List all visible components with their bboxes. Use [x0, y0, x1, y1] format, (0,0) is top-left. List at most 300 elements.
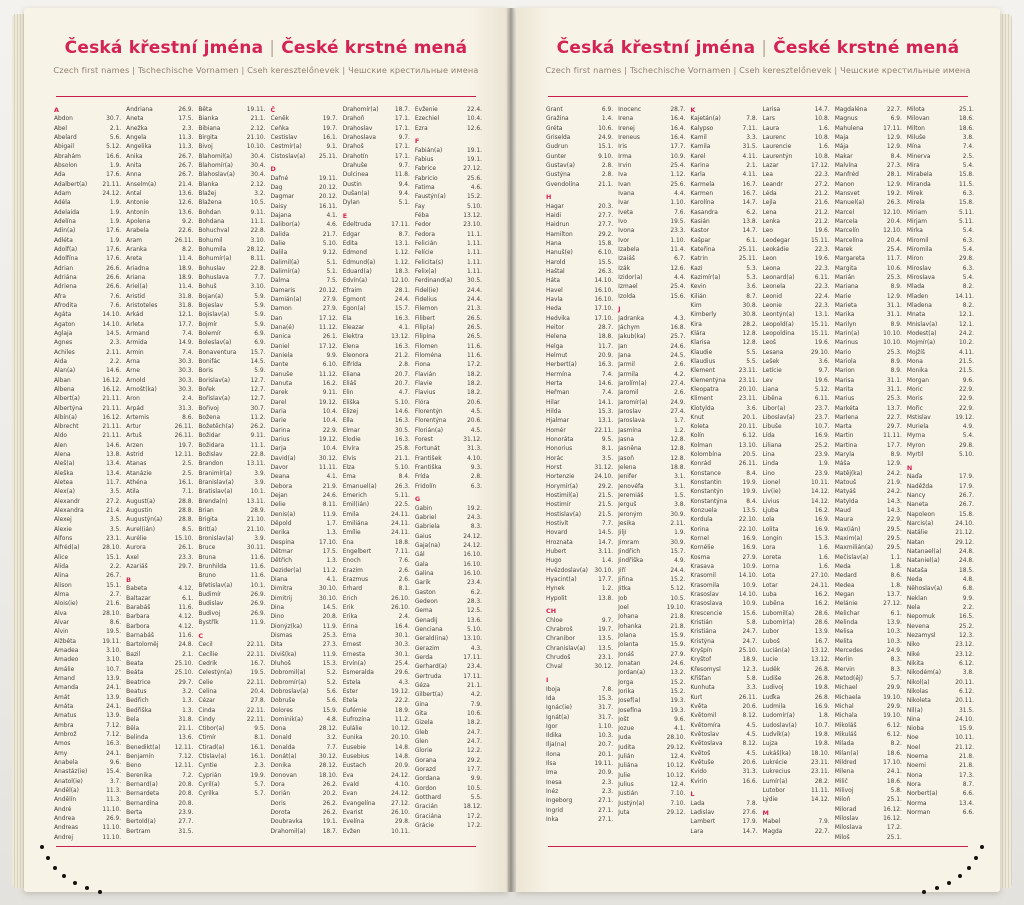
- name-day-date: 13.10.: [738, 442, 758, 449]
- name-entry: [618, 548, 685, 557]
- name-day-date: 10.11.: [810, 480, 830, 487]
- first-name: Mojžíš: [906, 349, 925, 356]
- first-name: Mona: [906, 358, 923, 365]
- first-name: Chrudoš: [546, 655, 571, 662]
- name-entry: [618, 315, 685, 324]
- first-name: Michal: [834, 704, 854, 710]
- name-day-date: 30.3.: [178, 368, 194, 375]
- first-name: Izabela: [618, 246, 640, 253]
- name-entry: [690, 162, 757, 171]
- name-entry: [618, 520, 685, 529]
- name-entry: [690, 377, 757, 386]
- name-day-date: 8.4.: [746, 498, 758, 505]
- name-day-date: 2.4.: [182, 396, 194, 403]
- name-day-date: 8.9.: [890, 368, 902, 375]
- name-entry: [907, 209, 974, 218]
- first-name: Gerhard(a): [414, 664, 447, 671]
- name-entry: [618, 539, 685, 548]
- name-day-date: 25.3.: [886, 274, 902, 281]
- name-entry: [546, 695, 613, 704]
- name-day-date: 5.8.: [890, 787, 902, 794]
- first-name: Arnošt(ka): [126, 386, 157, 393]
- name-entry: [690, 809, 757, 818]
- name-day-date: 22.6.: [178, 228, 194, 235]
- first-name: Drahoň: [342, 116, 365, 123]
- name-entry: [546, 779, 613, 788]
- first-name: Noema: [906, 754, 928, 761]
- first-name: Bruce: [198, 545, 216, 552]
- name-day-date: 2.8.: [601, 172, 614, 179]
- first-name: Malvína: [834, 162, 858, 169]
- name-entry: [415, 598, 482, 607]
- name-entry: [126, 134, 193, 143]
- name-entry: [126, 153, 193, 162]
- first-name: Erika: [342, 614, 358, 621]
- name-day-date: 19.12.: [955, 414, 974, 421]
- name-day-date: 15.11.: [810, 330, 830, 337]
- name-entry: [271, 567, 338, 576]
- name-entry: [690, 218, 757, 227]
- name-entry: [907, 548, 974, 557]
- first-name: Lotar: [762, 582, 778, 589]
- name-entry: [415, 287, 482, 296]
- name-entry: [690, 778, 757, 787]
- name-entry: [690, 302, 757, 311]
- first-name: Daisy: [270, 203, 287, 210]
- name-day-date: 16.8.: [670, 325, 686, 332]
- name-entry: [126, 488, 193, 497]
- first-name: Adelína: [54, 218, 76, 225]
- first-name: Květuše: [690, 759, 715, 766]
- name-entry: [763, 535, 830, 544]
- page-header: [24, 38, 508, 75]
- name-entry: [54, 227, 121, 236]
- page-subtitle: Czech first names | Tschechische Vornamen | Cseh keresztelőnevek | Чешские крестильные имена: [545, 65, 971, 75]
- name-entry: [763, 432, 830, 441]
- name-entry: [690, 638, 757, 647]
- name-entry: [618, 389, 685, 398]
- name-entry: [763, 330, 830, 339]
- name-day-date: 10.6.: [886, 265, 902, 272]
- first-name: Lars: [762, 116, 775, 123]
- first-name: Bojan(a): [198, 293, 224, 300]
- name-day-date: 11.2.: [394, 716, 410, 723]
- name-entry: [271, 125, 338, 134]
- name-entry: [546, 287, 613, 296]
- name-day-date: 13.12.: [810, 648, 830, 655]
- first-name: Natan: [906, 539, 925, 546]
- first-name: Bernardína: [126, 800, 159, 807]
- name-day-date: 10.12.: [666, 763, 686, 770]
- first-name: Felicián: [414, 241, 438, 248]
- name-day-date: 15.10.: [174, 536, 194, 543]
- name-entry: [126, 218, 193, 227]
- name-entry: [907, 641, 974, 650]
- name-day-date: 25.4.: [886, 246, 902, 253]
- first-name: August(a): [126, 498, 155, 505]
- letter-header: C: [198, 631, 204, 640]
- name-day-date: 12.11.: [174, 452, 194, 459]
- name-entry: [198, 199, 265, 208]
- name-day-date: 14.12.: [810, 498, 830, 505]
- name-day-date: 12.11.: [174, 763, 194, 770]
- name-entry: [343, 492, 410, 501]
- first-name: Bolemír: [198, 330, 222, 337]
- name-entry: [907, 218, 974, 227]
- name-day-date: 1.7.: [326, 520, 338, 527]
- first-name: Bořek: [198, 386, 216, 393]
- first-name: Marek: [834, 246, 853, 253]
- name-entry: [763, 498, 830, 507]
- name-entry: [126, 339, 193, 348]
- name-day-date: 30.3.: [178, 386, 194, 393]
- name-entry: [546, 585, 613, 594]
- name-day-date: 14.1.: [598, 399, 614, 406]
- first-name: Jonatan: [618, 660, 641, 667]
- first-name: Baltazar: [126, 595, 151, 602]
- name-day-date: 12.3.: [959, 632, 974, 639]
- name-day-date: 30.8.: [742, 302, 758, 309]
- first-name: Drahoš: [342, 144, 364, 151]
- name-entry: [198, 725, 265, 734]
- first-name: Julie: [618, 772, 631, 779]
- name-entry: [763, 386, 830, 395]
- name-day-date: 15.1.: [598, 144, 614, 151]
- name-entry: [763, 302, 830, 311]
- first-name: Féba: [414, 213, 429, 220]
- name-entry: [690, 675, 757, 684]
- name-entry: [415, 296, 482, 305]
- first-name: Marion: [834, 368, 855, 375]
- name-day-date: 10.9.: [670, 153, 686, 160]
- first-name: Ildika: [546, 733, 562, 740]
- name-day-date: 5.9.: [254, 293, 266, 300]
- name-entry: [763, 190, 830, 199]
- first-name: Alžběta: [54, 638, 77, 645]
- first-name: Dalimír(a): [270, 269, 300, 276]
- first-name: Filibert: [414, 315, 435, 322]
- first-name: Alison: [54, 582, 72, 589]
- name-day-date: 14.9.: [178, 340, 194, 347]
- first-name: Graciána: [414, 813, 442, 820]
- name-entry: [835, 293, 902, 302]
- first-name: Hubert: [546, 548, 567, 555]
- first-name: Leontýn(a): [762, 312, 795, 319]
- letter-header: CH: [546, 607, 557, 616]
- header-rule: [548, 96, 968, 97]
- name-day-date: 15.7.: [394, 306, 410, 313]
- name-entry: [271, 483, 338, 492]
- name-entry: [618, 352, 685, 361]
- name-entry: [618, 585, 685, 594]
- first-name: Kevin: [690, 284, 707, 291]
- first-name: Eliška: [342, 399, 360, 406]
- first-name: Kateřina: [690, 246, 716, 253]
- name-entry: [763, 768, 830, 777]
- name-entry: [126, 414, 193, 423]
- name-day-date: 25.10.: [174, 660, 194, 667]
- name-day-date: 29.5.: [886, 526, 902, 533]
- name-day-date: 21.2.: [814, 209, 830, 216]
- name-day-date: 17.12.: [318, 343, 338, 350]
- first-name: Aldo: [54, 433, 68, 440]
- first-name: Jaroslava: [618, 418, 645, 425]
- first-name: Ctislav(a): [198, 754, 227, 761]
- name-entry: [546, 231, 613, 240]
- first-name: Aleš(a): [54, 461, 75, 468]
- name-entry: [546, 352, 613, 361]
- first-name: Hostislav(a): [546, 511, 582, 518]
- first-name: Lionel: [762, 480, 781, 487]
- name-entry: [546, 816, 613, 825]
- name-entry: [271, 333, 338, 342]
- name-entry: [763, 619, 830, 628]
- name-entry: [690, 563, 757, 572]
- first-name: Ambra: [54, 722, 74, 729]
- name-entry: [415, 343, 482, 352]
- name-entry: [54, 460, 121, 469]
- name-day-date: 19.6.: [814, 377, 830, 384]
- first-name: Ima: [546, 770, 558, 777]
- first-name: Abrahám: [54, 153, 81, 160]
- name-day-date: 20.8.: [322, 614, 338, 621]
- first-name: Azariáš: [126, 564, 148, 571]
- name-day-date: 10.4.: [322, 418, 338, 425]
- first-name: Ignát(a): [546, 714, 570, 721]
- name-day-date: 4.11.: [742, 172, 758, 179]
- name-entry: [126, 274, 193, 283]
- name-day-date: 12.8.: [670, 455, 686, 462]
- name-day-date: 17.3.: [959, 772, 974, 779]
- name-day-date: 3.10.: [250, 284, 266, 291]
- first-name: Léda: [762, 190, 777, 197]
- name-entry: [690, 283, 757, 292]
- name-day-date: 19.2.: [467, 505, 482, 512]
- name-entry: [343, 106, 410, 115]
- first-name: Dobromír(a): [270, 679, 307, 686]
- name-entry: [546, 436, 613, 445]
- name-day-date: 5.10.: [394, 464, 410, 471]
- first-name: Aleška: [54, 470, 74, 477]
- name-day-date: 22.5.: [394, 502, 410, 509]
- name-entry: [198, 619, 265, 628]
- name-day-date: 1.5.: [674, 492, 686, 499]
- first-name: Andělín: [54, 797, 77, 804]
- name-day-date: 27.7.: [178, 819, 194, 826]
- name-entry: [546, 511, 613, 520]
- first-name: Luba: [762, 592, 777, 599]
- first-name: Norman: [906, 810, 931, 817]
- first-name: Konstantin: [690, 480, 722, 487]
- first-name: Natanael(a): [906, 548, 942, 555]
- name-entry: [690, 479, 757, 488]
- name-entry: [546, 115, 613, 124]
- first-name: Magdaléna: [834, 107, 868, 113]
- name-day-date: 20.12.: [318, 194, 338, 201]
- name-entry: [54, 768, 121, 777]
- name-entry: [546, 389, 613, 398]
- first-name: Ireneus: [618, 134, 640, 141]
- name-day-date: 2.7.: [109, 592, 122, 599]
- name-entry: [835, 750, 902, 759]
- first-name: Bibiana: [198, 125, 221, 132]
- name-day-date: 5.4.: [962, 274, 974, 281]
- first-name: Karmen: [690, 190, 714, 197]
- name-entry: [546, 240, 613, 249]
- name-entry: [618, 604, 685, 613]
- name-day-date: 2.3.: [601, 779, 614, 786]
- first-name: Marita: [834, 386, 854, 393]
- first-name: Izmael: [618, 284, 638, 291]
- name-entry: [54, 134, 121, 143]
- first-name: Margareta: [834, 256, 865, 263]
- name-day-date: 10.8.: [814, 134, 830, 141]
- name-day-date: 13.4.: [959, 800, 974, 807]
- first-name: Dona: [270, 726, 286, 733]
- name-day-date: 21.10.: [246, 526, 266, 533]
- name-entry: [546, 106, 613, 115]
- first-name: Lesana: [762, 349, 784, 356]
- first-name: Evžen: [342, 828, 361, 835]
- name-entry: [271, 734, 338, 743]
- first-name: Herbert(a): [546, 362, 577, 369]
- name-day-date: 26.11.: [738, 694, 758, 701]
- first-name: Mervin: [834, 666, 855, 673]
- name-entry: [415, 775, 482, 784]
- first-name: Irenej: [618, 125, 635, 132]
- first-name: Lucián(a): [762, 648, 790, 655]
- name-day-date: 22.8.: [250, 228, 266, 235]
- name-entry: [690, 451, 757, 460]
- name-day-date: 16.7.: [814, 638, 830, 645]
- name-entry: [546, 595, 613, 604]
- name-day-date: 18.9.: [394, 707, 410, 714]
- name-entry: [415, 427, 482, 436]
- first-name: Fabrice: [414, 166, 436, 173]
- name-entry: [907, 330, 974, 339]
- name-day-date: 23.4.: [467, 580, 482, 587]
- first-name: Mája: [834, 144, 849, 151]
- name-entry: [198, 209, 265, 218]
- first-name: Maxmilián(a): [834, 545, 874, 552]
- name-entry: [618, 725, 685, 734]
- name-entry: [835, 330, 902, 339]
- name-day-date: 11.9.: [322, 511, 338, 518]
- name-entry: [835, 358, 902, 367]
- name-day-date: 30.4.: [250, 153, 266, 160]
- name-entry: [763, 694, 830, 703]
- name-day-date: 21.2.: [814, 218, 830, 225]
- first-name: Lubor: [762, 629, 780, 636]
- name-day-date: 12.6.: [670, 265, 686, 272]
- name-day-date: 14.8.: [394, 754, 410, 761]
- name-day-date: 26.9.: [250, 610, 266, 617]
- name-entry: [343, 134, 410, 143]
- first-name: Adolf(a): [54, 246, 78, 253]
- name-entry: [343, 399, 410, 408]
- name-day-date: 13.9.: [814, 629, 830, 636]
- first-name: Klotylda: [690, 405, 715, 412]
- first-name: Abdon: [54, 116, 73, 123]
- name-day-date: 24.2.: [959, 330, 974, 337]
- name-day-date: 19.3.: [670, 707, 686, 714]
- name-day-date: 12.9.: [886, 461, 902, 468]
- first-name: Cecil: [198, 642, 213, 649]
- first-name: Elektra: [342, 334, 364, 341]
- name-day-date: 17.6.: [106, 172, 122, 179]
- name-day-date: 30.4.: [250, 172, 266, 179]
- name-day-date: 8.12.: [742, 713, 758, 720]
- name-day-date: 15.8.: [959, 172, 974, 179]
- first-name: Cyntie: [198, 763, 218, 770]
- first-name: Dušan(a): [342, 190, 370, 197]
- first-name: Davor: [270, 464, 289, 471]
- name-day-date: 16.9.: [814, 517, 830, 524]
- name-entry: [546, 714, 613, 723]
- name-entry: [415, 514, 482, 523]
- name-entry: [198, 395, 265, 404]
- name-day-date: 2.8.: [601, 162, 614, 169]
- first-name: Leandr: [762, 181, 783, 188]
- first-name: Filomen: [414, 343, 438, 350]
- first-name: Merlin: [834, 657, 853, 664]
- name-day-date: 1.2.: [601, 586, 614, 593]
- name-day-date: 20.6.: [467, 399, 482, 406]
- first-name: Andrej: [54, 834, 74, 841]
- name-day-date: 14.10.: [738, 573, 758, 580]
- first-name: Aristoteles: [126, 302, 158, 309]
- name-day-date: 15.9.: [670, 632, 686, 639]
- name-entry: [343, 240, 410, 249]
- name-day-date: 17.11.: [463, 673, 482, 680]
- name-entry: [343, 651, 410, 660]
- first-name: Dag: [270, 185, 283, 192]
- name-day-date: 25.11.: [738, 256, 758, 263]
- first-name: Atila: [126, 489, 140, 496]
- name-entry: [126, 321, 193, 330]
- name-entry: [835, 479, 902, 488]
- first-name: Albín(a): [54, 414, 77, 421]
- first-name: Max(ián): [834, 526, 861, 533]
- first-name: Mojmír(a): [906, 340, 936, 347]
- name-day-date: 24.1.: [106, 750, 122, 757]
- name-entry: [271, 231, 338, 240]
- letter-header: A: [54, 106, 59, 114]
- name-entry: [54, 582, 121, 591]
- first-name: Beáta: [126, 670, 144, 677]
- name-day-date: 9.12.: [322, 250, 338, 257]
- name-day-date: 11.6.: [178, 632, 194, 639]
- first-name: Medea: [834, 582, 855, 589]
- first-name: Gizela: [414, 720, 434, 727]
- name-day-date: 3.10.: [106, 648, 122, 655]
- name-day-date: 20.2.: [322, 791, 338, 798]
- name-entry: [198, 237, 265, 246]
- name-entry: [546, 268, 613, 277]
- footer-rule: [56, 846, 476, 847]
- first-name: Neda: [906, 576, 923, 583]
- name-entry: [343, 688, 410, 697]
- first-name: Karel: [690, 153, 706, 160]
- first-name: Havel: [546, 287, 563, 294]
- name-entry: [54, 190, 121, 199]
- name-day-date: 29.12.: [666, 744, 686, 751]
- first-name: Hypolit: [546, 595, 567, 602]
- first-name: Fridolín: [414, 483, 437, 490]
- name-day-date: 19.6.: [814, 340, 830, 347]
- name-day-date: 5.3.: [746, 274, 758, 281]
- name-entry: [198, 367, 265, 376]
